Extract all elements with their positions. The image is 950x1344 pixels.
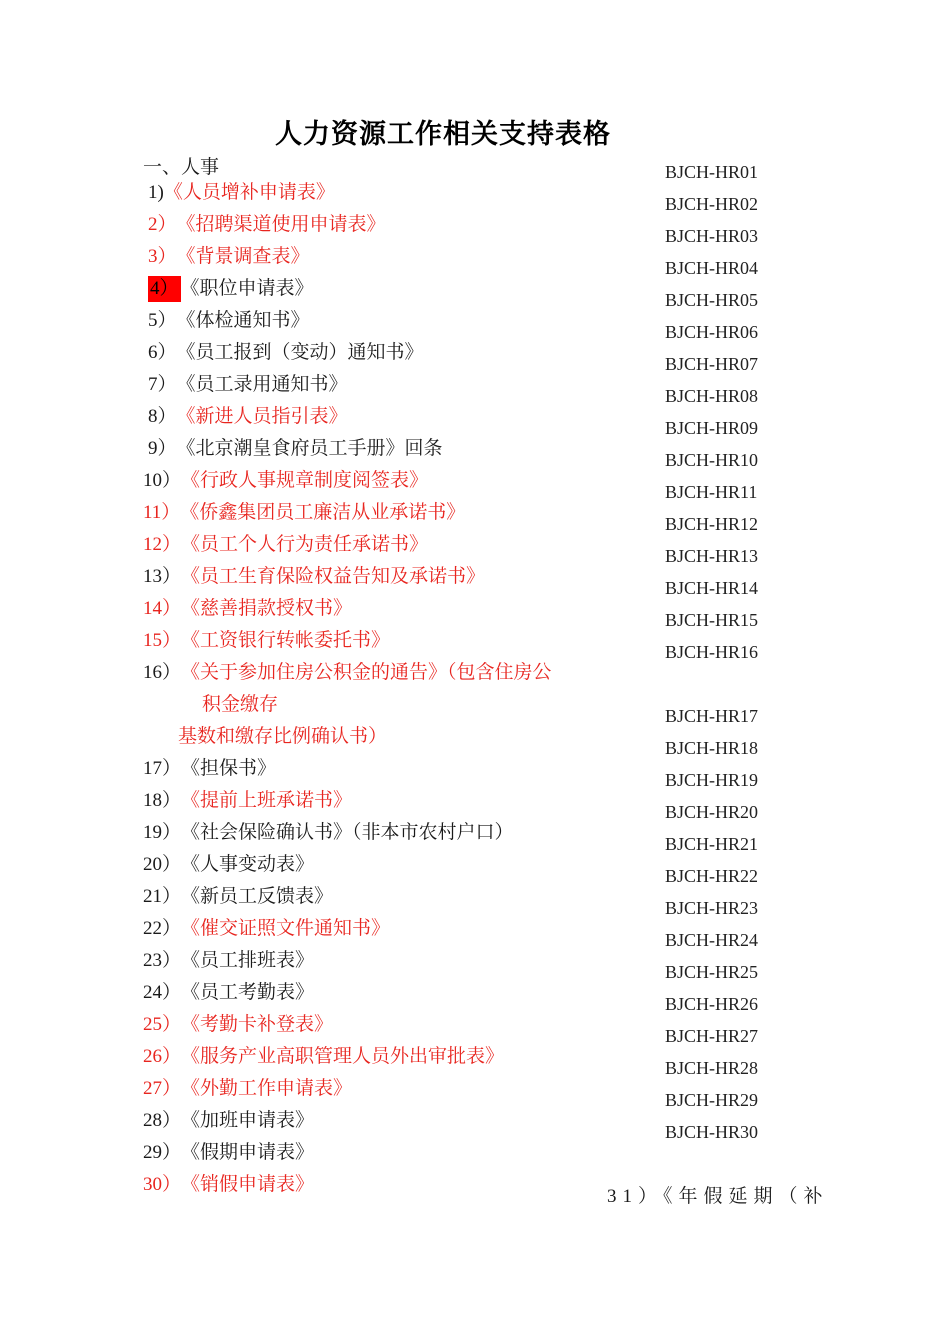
- item-text: 《社会保险确认书》（非本市农村户口）: [181, 822, 514, 843]
- form-code: BJCH-HR19: [665, 770, 759, 790]
- item-number: 18）: [143, 790, 182, 811]
- form-code: BJCH-HR03: [665, 226, 759, 246]
- item-text: 《服务产业高职管理人员外出审批表》: [181, 1046, 505, 1067]
- form-code: BJCH-HR05: [665, 290, 759, 310]
- item-number: 25）: [143, 1014, 182, 1035]
- list-item: [143, 1044, 504, 1070]
- item-number: 12）: [143, 534, 182, 555]
- list-item: [143, 1012, 333, 1038]
- item-number: 30）: [143, 1174, 182, 1195]
- item-number: 22）: [143, 918, 182, 939]
- list-item: [143, 1172, 314, 1198]
- list-item: [143, 564, 485, 590]
- form-code: BJCH-HR12: [665, 514, 759, 534]
- item-number: 27）: [143, 1078, 182, 1099]
- item-number: 28）: [143, 1110, 182, 1131]
- item-text: 《新进人员指引表》: [176, 406, 348, 427]
- item-number: 7）: [148, 374, 177, 395]
- item-text: 《人员增补申请表》: [163, 182, 335, 203]
- form-code: BJCH-HR14: [665, 578, 759, 598]
- item-text: 《提前上班承诺书》: [181, 790, 353, 811]
- item-text: 积金缴存: [202, 694, 279, 715]
- list-item: [143, 948, 314, 974]
- form-code: BJCH-HR04: [665, 258, 759, 278]
- item-number: 17）: [143, 758, 182, 779]
- item-text: 《新员工反馈表》: [181, 886, 334, 907]
- list-item: [143, 660, 552, 686]
- list-item: [143, 500, 465, 526]
- item-text: 《员工报到（变动）通知书》: [176, 342, 424, 363]
- list-item: [143, 1140, 314, 1166]
- list-item: [148, 244, 310, 270]
- list-item: [148, 404, 348, 430]
- item-text: 《员工个人行为责任承诺书》: [181, 534, 429, 555]
- item-number: 3）: [148, 246, 177, 267]
- item-number: 2）: [148, 214, 177, 235]
- form-code: BJCH-HR26: [665, 994, 759, 1014]
- item-text: 《员工考勤表》: [181, 982, 315, 1003]
- item-number: 20）: [143, 854, 182, 875]
- form-code: BJCH-HR30: [665, 1122, 759, 1142]
- form-code: BJCH-HR06: [665, 322, 759, 342]
- item-text: 《北京潮皇食府员工手册》回条: [176, 438, 443, 459]
- item-number: 11）: [143, 502, 181, 523]
- item-number: 5）: [148, 310, 177, 331]
- list-item-31: 31）《年假延期（补: [607, 1186, 829, 1207]
- item-text: 《考勤卡补登表》: [181, 1014, 334, 1035]
- item-text: 《人事变动表》: [181, 854, 315, 875]
- item-text: 《关于参加住房公积金的通告》（包含住房公: [181, 662, 552, 683]
- item-text: 《假期申请表》: [181, 1142, 315, 1163]
- form-code: BJCH-HR18: [665, 738, 759, 758]
- item-text: 《招聘渠道使用申请表》: [176, 214, 386, 235]
- form-code: BJCH-HR07: [665, 354, 759, 374]
- form-code: BJCH-HR13: [665, 546, 759, 566]
- list-item: [143, 980, 314, 1006]
- form-code: BJCH-HR25: [665, 962, 759, 982]
- form-code: BJCH-HR01: [665, 162, 759, 182]
- item-number-highlighted: 4）: [148, 276, 181, 302]
- list-item: [143, 852, 314, 878]
- list-item: [148, 340, 424, 366]
- form-code: BJCH-HR22: [665, 866, 759, 886]
- item-text: 《加班申请表》: [181, 1110, 315, 1131]
- item-text: 《外勤工作申请表》: [181, 1078, 353, 1099]
- form-code: BJCH-HR17: [665, 706, 759, 726]
- item-text: 《体检通知书》: [176, 310, 310, 331]
- form-code: BJCH-HR23: [665, 898, 759, 918]
- item-text: 《行政人事规章制度阅签表》: [181, 470, 429, 491]
- list-item: [143, 916, 390, 942]
- list-item-continuation: [178, 724, 387, 750]
- list-item: [148, 308, 310, 334]
- list-item: [143, 468, 428, 494]
- form-code: BJCH-HR21: [665, 834, 759, 854]
- form-code: BJCH-HR24: [665, 930, 759, 950]
- list-item: [143, 884, 333, 910]
- form-code: BJCH-HR10: [665, 450, 759, 470]
- item-number: 24）: [143, 982, 182, 1003]
- form-code: BJCH-HR11: [665, 482, 758, 502]
- list-item: [143, 820, 514, 846]
- list-item: [148, 180, 335, 206]
- item-text: 《员工排班表》: [181, 950, 315, 971]
- list-item: [143, 788, 352, 814]
- item-text: 《员工生育保险权益告知及承诺书》: [181, 566, 486, 587]
- item-text: 《担保书》: [181, 758, 277, 779]
- item-number: 14）: [143, 598, 182, 619]
- list-item: [148, 436, 443, 462]
- item-text: 《员工录用通知书》: [176, 374, 348, 395]
- item-number: 8）: [148, 406, 177, 427]
- form-code: BJCH-HR27: [665, 1026, 759, 1046]
- item-text: 《职位申请表》: [180, 278, 314, 299]
- item-text: 《侨鑫集团员工廉洁从业承诺书》: [180, 502, 466, 523]
- item-text: 《背景调查表》: [176, 246, 310, 267]
- form-code: BJCH-HR08: [665, 386, 759, 406]
- item-number: 1): [148, 182, 164, 203]
- item-number: 16）: [143, 662, 182, 683]
- list-item-continuation: [202, 692, 278, 718]
- form-code: BJCH-HR09: [665, 418, 759, 438]
- item-text: 基数和缴存比例确认书）: [178, 726, 388, 747]
- list-item: [143, 1108, 314, 1134]
- item-text: 《催交证照文件通知书》: [181, 918, 391, 939]
- item-number: 9）: [148, 438, 177, 459]
- item-number: 19）: [143, 822, 182, 843]
- form-code: BJCH-HR02: [665, 194, 759, 214]
- list-item: [148, 212, 386, 238]
- list-item: [143, 596, 352, 622]
- list-item: [143, 756, 276, 782]
- form-code: BJCH-HR16: [665, 642, 759, 662]
- item-number: 13）: [143, 566, 182, 587]
- item-number: 6）: [148, 342, 177, 363]
- form-code: BJCH-HR15: [665, 610, 759, 630]
- form-code: BJCH-HR29: [665, 1090, 759, 1110]
- list-item: [143, 532, 428, 558]
- page-title: 人力资源工作相关支持表格: [275, 119, 611, 150]
- item-text: 《工资银行转帐委托书》: [181, 630, 391, 651]
- item-number: 21）: [143, 886, 182, 907]
- item-text: 《慈善捐款授权书》: [181, 598, 353, 619]
- list-item: [148, 276, 314, 302]
- item-number: 29）: [143, 1142, 182, 1163]
- item-number: 10）: [143, 470, 182, 491]
- section-heading: 一、人事: [143, 157, 220, 178]
- list-item: [143, 628, 390, 654]
- item-text: 《销假申请表》: [181, 1174, 315, 1195]
- item-number: 23）: [143, 950, 182, 971]
- form-code: BJCH-HR20: [665, 802, 759, 822]
- list-item: [143, 1076, 352, 1102]
- form-code: BJCH-HR28: [665, 1058, 759, 1078]
- item-number: 15）: [143, 630, 182, 651]
- item-number: 26）: [143, 1046, 182, 1067]
- list-item: [148, 372, 348, 398]
